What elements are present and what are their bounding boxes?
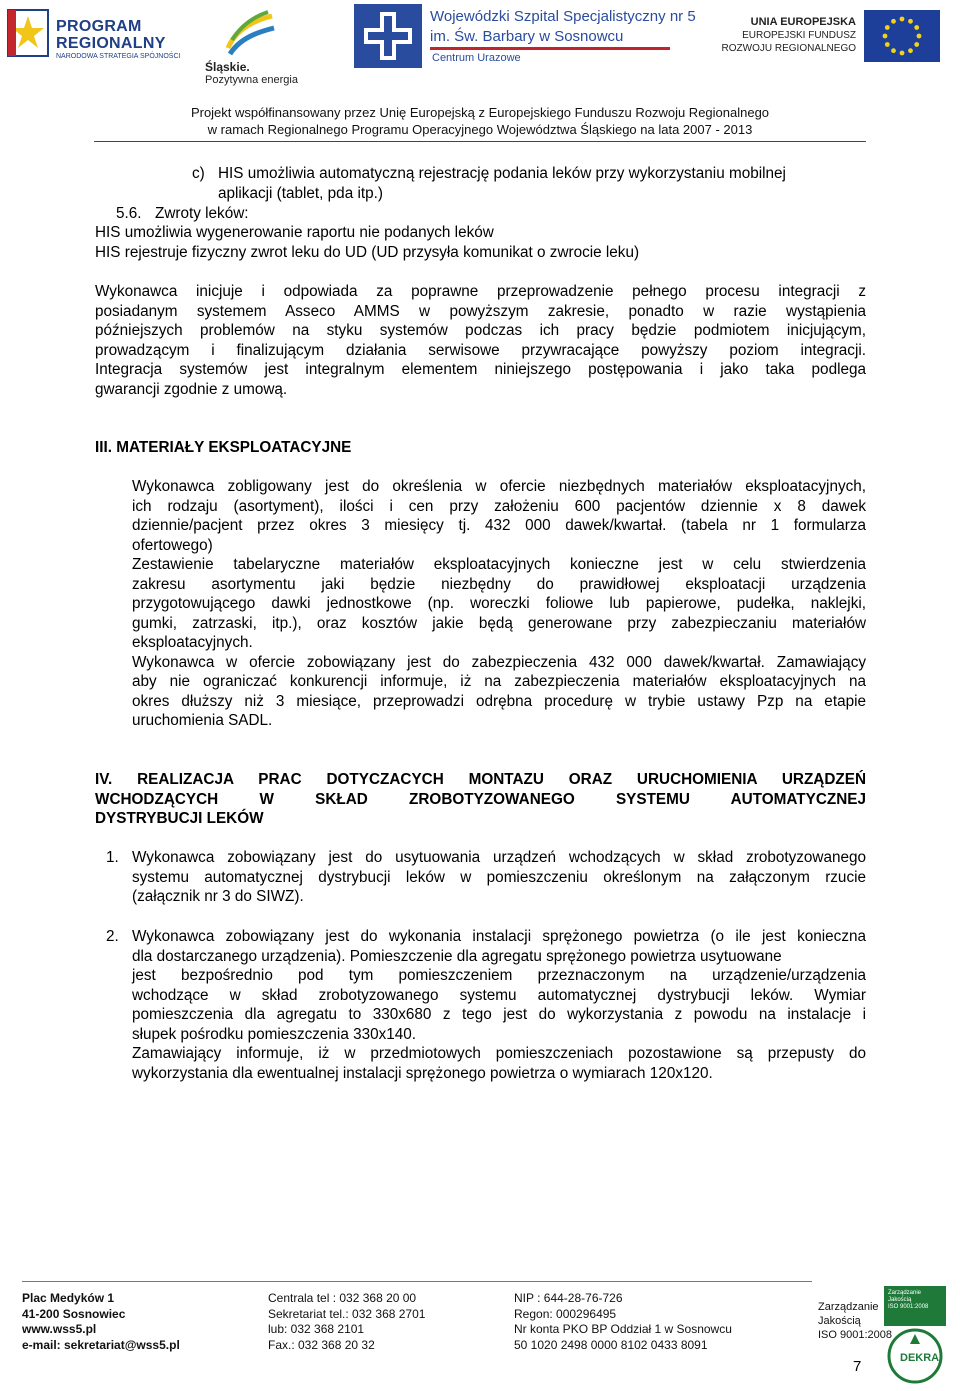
- section-3-line: Wykonawca zobligowany jest do określenia w ofercie niezbędnych materiałów eksploatacyjnych,: [132, 478, 866, 495]
- footer-email-link[interactable]: e-mail: sekretariat@wss5.pl: [22, 1337, 180, 1352]
- eu-star-icon: [900, 17, 905, 22]
- hospital-name-line1: Wojewódzki Szpital Specjalistyczny nr 5: [430, 8, 696, 25]
- section-4-item2-line: słupek pośrodku pomieszczenia 330x140.: [132, 1025, 417, 1043]
- section-4-heading-line: WCHODZĄCYCH W SKŁAD ZROBOTYZOWANEGO SYSTEMU AUTOMATYCZNEJ: [95, 790, 866, 808]
- section-3-line: uruchomienia SADL.: [132, 712, 273, 729]
- hospital-cross-icon: [354, 4, 422, 68]
- integration-line: Integracja systemów jest integralnym elementem niniejszego postępowania i jako taka podlega: [95, 361, 866, 378]
- item-c-line2: aplikacji (tablet, pda itp.): [218, 185, 383, 202]
- iso-badge-line: ISO 9001:2008: [888, 1304, 929, 1310]
- eu-flag-icon: [864, 10, 940, 62]
- footer-phones: [268, 1291, 425, 1353]
- program-regionalny-line3: NARODOWA STRATEGIA SPÓJNOŚCI: [56, 53, 181, 60]
- section-4-item2-line: jest bezpośrednio pod tym pomieszczeniem przeznaczonym na urządzenie/urządzenia: [132, 967, 866, 984]
- program-regionalny-line2: REGIONALNY: [56, 35, 166, 52]
- section-3-line: aby nie ograniczać konkurencji informuje, iż na zabezpieczenia materiałów eksploatacyjnych na: [132, 673, 866, 690]
- program-regionalny-line1: PROGRAM: [56, 18, 142, 35]
- section-4-item2-number: 2.: [106, 928, 119, 945]
- section-4-item1-number: 1.: [106, 849, 119, 866]
- section-4-item2-line: Wykonawca zobowiązany jest do wykonania instalacji sprężonego powietrza (o ile jest konieczna: [132, 928, 866, 945]
- header-divider: [94, 141, 866, 142]
- section-4-item1: [132, 848, 866, 907]
- section-3-line: ofertowego): [132, 536, 213, 554]
- eu-line1: UNIA EUROPEJSKA: [750, 16, 856, 28]
- footer-divider: [22, 1281, 812, 1282]
- eu-logo: [718, 8, 942, 64]
- eu-line3: ROZWOJU REGIONALNEGO: [721, 43, 856, 54]
- section-4-heading-line: DYSTRYBUCJI LEKÓW: [95, 810, 264, 827]
- section-4-item1-line: systemu automatycznej dystrybucji leków w pomieszczeniu określonym na załączonym rzucie: [132, 868, 866, 886]
- integration-line: posiadanym systemem Asseco AMMS w powyższym zakresie, ponadto w razie wystąpienia: [95, 302, 866, 320]
- section-3-line: dziennie/pacjent przez okres 3 miesięcy tj. 432 000 dawek/kwartał. (tabela nr 1 formularza: [132, 517, 866, 534]
- eu-star-icon: [908, 48, 913, 53]
- section-4-item2-line: Zamawiający informuje, iż w przedmiotowych pomieszczeniach pozostawione są przepusty do: [132, 1045, 866, 1062]
- eu-star-icon: [917, 34, 922, 39]
- footer-address-line: 41-200 Sosnowiec: [22, 1306, 126, 1321]
- section-4-heading: [95, 770, 866, 829]
- section-3-paragraph: [132, 477, 866, 731]
- eu-star-icon: [883, 34, 888, 39]
- item-c-label: c): [192, 165, 205, 182]
- section-3-line: Zestawienie tabelaryczne materiałów eksploatacyjnych konieczne jest w celu stwierdzenia: [132, 556, 866, 573]
- hospital-name-line2: im. Św. Barbary w Sosnowcu: [430, 28, 624, 45]
- eu-star-icon: [908, 19, 913, 24]
- section-4-item2-line: pomieszczenia dla agregatu to 330x680 z tego jest do wykorzystania z powodu na instalacje i: [132, 1006, 866, 1023]
- iso-badge-line: Jakością: [888, 1297, 912, 1303]
- hospital-red-divider: [430, 47, 670, 50]
- section-4-item1-line: Wykonawca zobowiązany jest do usytuowania urządzeń wchodzących w skład zrobotyzowanego: [132, 849, 866, 866]
- eu-star-icon: [885, 25, 890, 30]
- integration-line: Wykonawca inicjuje i odpowiada za poprawne przeprowadzenie pełnego procesu integracji z: [95, 283, 866, 300]
- section-3-line: Wykonawca w ofercie zobowiązany jest do zabezpieczenia 432 000 dawek/kwartał. Zamawiający: [132, 653, 866, 671]
- footer-company-line: Nr konta PKO BP Oddział 1 w Sosnowcu: [514, 1322, 732, 1336]
- footer-company-line: Regon: 000296495: [514, 1306, 617, 1321]
- footer-company-line: 50 1020 2498 0000 8102 0433 8091: [514, 1337, 708, 1352]
- section-5-6-line2: HIS rejestruje fizyczny zwrot leku do UD (UD przysyła komunikat o zwrocie leku): [95, 244, 640, 261]
- eu-star-icon: [885, 42, 890, 47]
- iso-label-line1: Zarządzanie: [818, 1301, 879, 1313]
- program-regionalny-logo: [6, 6, 181, 62]
- section-5-6-title: Zwroty leków:: [155, 205, 249, 222]
- footer-address: [22, 1291, 180, 1353]
- integration-line: prowadzącym i finalizującym działania serwisowe przywracające powyższy poziom integracji.: [95, 341, 866, 359]
- section-4-item1-line: (załącznik nr 3 do SIWZ).: [132, 888, 304, 905]
- slaskie-swirl-icon: [222, 10, 278, 58]
- item-c-line1: HIS umożliwia automatyczną rejestrację podania leków przy wykorzystaniu mobilnej: [218, 165, 786, 182]
- integration-paragraph: [95, 282, 866, 399]
- section-4-item2-line: dla dostarczanego urządzenia). Pomieszczenie dla agregatu sprężonego powietrza usytuowane: [132, 947, 782, 965]
- section-3-line: eksploatacyjnych.: [132, 634, 253, 651]
- section-4-heading-line: IV. REALIZACJA PRAC DOTYCZACYCH MONTAZU ORAZ URUCHOMIENIA URZĄDZEŃ: [95, 771, 866, 788]
- section-3-line: zakresu asortymentu jaki będzie niezbędny do prawidłowej eksploatacji urządzenia: [132, 575, 866, 593]
- program-regionalny-emblem-icon: [6, 8, 50, 58]
- section-4-item2-line: wchodzące w skład zrobotyzowanego systemu automatycznej dystrybucji leków. Wymiar: [132, 986, 866, 1004]
- page-number: 7: [853, 1358, 862, 1375]
- footer-phone-line: Centrala tel : 032 368 20 00: [268, 1291, 417, 1305]
- integration-line: gwarancji zgodnie z umową.: [95, 380, 288, 398]
- iso-badge-line: Zarządzanie: [888, 1290, 922, 1296]
- integration-line: późniejszych problemów na styku systemów podczas ich pracy będzie podmiotem inicjującym,: [95, 322, 866, 339]
- iso-label-line3: ISO 9001:2008: [818, 1329, 893, 1341]
- section-4-item2-line: wykorzystania dla ewentualnej instalacji sprężonego powietrza o wymiarach 120x120.: [132, 1064, 713, 1082]
- eu-star-icon: [914, 25, 919, 30]
- project-info-line1: Projekt współfinansowany przez Unię Europejską z Europejskiego Funduszu Rozwoju Regionalnego: [190, 105, 770, 120]
- eu-star-icon: [914, 42, 919, 47]
- hospital-name-line3: Centrum Urazowe: [432, 52, 521, 64]
- slaskie-logo: [200, 10, 300, 88]
- footer-website-link[interactable]: www.wss5.pl: [22, 1322, 97, 1336]
- project-info-line2: w ramach Regionalnego Programu Operacyjnego Województwa Śląskiego na lata 2007 - 2013: [207, 122, 753, 137]
- iso-certification: [818, 1286, 948, 1386]
- iso-label-line2: Jakością: [818, 1315, 861, 1327]
- eu-star-icon: [900, 51, 905, 56]
- eu-star-icon: [891, 19, 896, 24]
- section-4-item2: [132, 927, 866, 1083]
- section-3-line: okres dłuższy niż 3 miesiące, przeprowadzi odrębna procedurę w trybie ustawy Pzp na etapie: [132, 692, 866, 710]
- slaskie-title: Śląskie.: [205, 60, 250, 74]
- iso-badge-text: [888, 1290, 928, 1311]
- footer-company-data: [514, 1291, 732, 1353]
- slaskie-slogan: Pozytywna energia: [205, 74, 298, 86]
- footer-company-line: NIP : 644-28-76-726: [514, 1291, 623, 1305]
- footer-phone-line: Sekretariat tel.: 032 368 2701: [268, 1306, 426, 1321]
- footer-address-line: Plac Medyków 1: [22, 1291, 115, 1305]
- section-3-line: przygotowującego dawki jednostkowe (np. woreczki foliowe lub papierowe, pudełka, naklejki,: [132, 595, 866, 612]
- eu-star-icon: [891, 48, 896, 53]
- eu-line2: EUROPEJSKI FUNDUSZ: [742, 30, 856, 41]
- footer-phone-line: lub: 032 368 2101: [268, 1322, 365, 1336]
- section-5-6-number: 5.6.: [116, 205, 142, 222]
- hospital-logo: [354, 4, 696, 68]
- section-5-6-line1: HIS umożliwia wygenerowanie raportu nie podanych leków: [95, 224, 494, 241]
- dekra-label: DEKRA: [900, 1352, 940, 1364]
- section-3-line: ich rodzaju (asortyment), ilości i cen przy założeniu 600 pacjentów dziennie x 8 dawek: [132, 497, 866, 515]
- section-3-heading: III. MATERIAŁY EKSPLOATACYJNE: [95, 439, 352, 456]
- footer-phone-line: Fax.: 032 368 20 32: [268, 1337, 375, 1352]
- section-3-line: gumki, zatrzaski, itp.), oraz kosztów jakie będą generowane przy zabezpieczaniu materiałów: [132, 614, 866, 632]
